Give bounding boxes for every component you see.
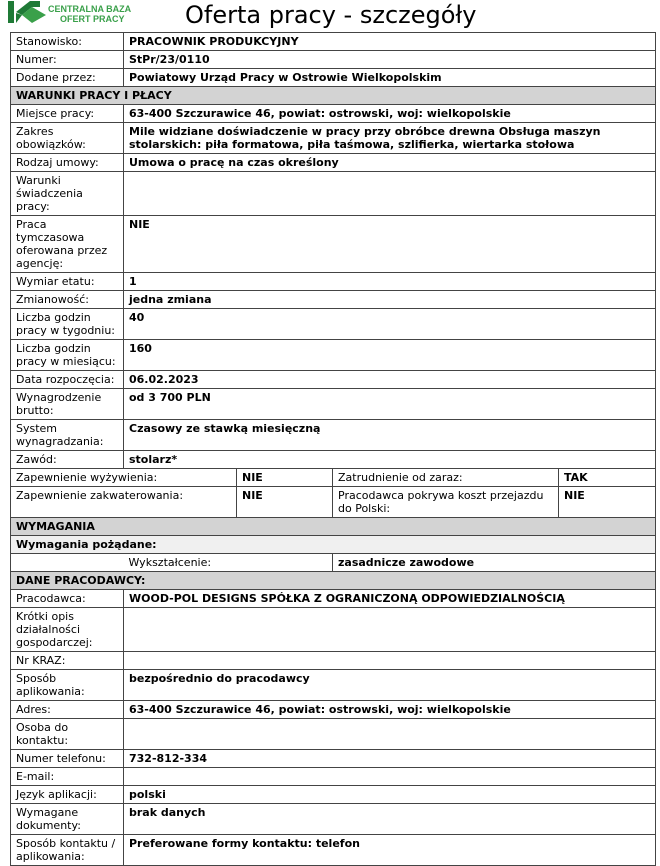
field-label: System wynagradzania:	[11, 420, 124, 451]
field-row	[11, 389, 656, 420]
field-row	[11, 69, 656, 87]
field-value: polski	[124, 786, 656, 804]
field-row	[11, 768, 656, 786]
field-row	[11, 652, 656, 670]
field-value: brak danych	[124, 804, 656, 835]
field-row	[11, 804, 656, 835]
field-label: Liczba godzin pracy w tygodniu:	[11, 309, 124, 340]
field-label: Zawód:	[11, 451, 124, 469]
field-value: zasadnicze zawodowe	[333, 554, 656, 572]
spacer-cell	[11, 554, 124, 572]
field-value: bezpośrednio do pracodawcy	[124, 670, 656, 701]
field-label: Krótki opis działalności gospodarczej:	[11, 608, 124, 652]
field-value: NIE	[124, 216, 656, 273]
field-label: Pracodawca pokrywa koszt przejazdu do Polski:	[333, 487, 559, 518]
field-label: Numer telefonu:	[11, 750, 124, 768]
field-row	[11, 309, 656, 340]
field-label: Wynagrodzenie brutto:	[11, 389, 124, 420]
field-value: 06.02.2023	[124, 371, 656, 389]
field-value: 732-812-334	[124, 750, 656, 768]
field-value: Czasowy ze stawką miesięczną	[124, 420, 656, 451]
field-row	[11, 835, 656, 866]
field-label: Liczba godzin pracy w miesiącu:	[11, 340, 124, 371]
field-value: NIE	[559, 487, 656, 518]
field-value: WOOD-POL DESIGNS SPÓŁKA Z OGRANICZONĄ ODPOWIEDZIALNOŚCIĄ	[124, 590, 656, 608]
page-title: Oferta pracy - szczegóły	[185, 1, 477, 29]
field-label: Zapewnienie zakwaterowania:	[11, 487, 237, 518]
field-row	[11, 154, 656, 172]
field-label: Zapewnienie wyżywienia:	[11, 469, 237, 487]
field-row	[11, 451, 656, 469]
field-value: Umowa o pracę na czas określony	[124, 154, 656, 172]
field-label: Język aplikacji:	[11, 786, 124, 804]
field-value	[124, 652, 656, 670]
field-label: Pracodawca:	[11, 590, 124, 608]
field-label: Data rozpoczęcia:	[11, 371, 124, 389]
field-value: Mile widziane doświadczenie w pracy przy obróbce drewna Obsługa maszyn stolarskich: piła formatowa, piła taśmowa, szlifierka, wiertarka stołowa	[124, 123, 656, 154]
subsection-header-preferred-title: Wymagania pożądane:	[11, 536, 656, 554]
field-value: NIE	[237, 469, 333, 487]
field-label: Wykształcenie:	[124, 554, 333, 572]
field-label: E-mail:	[11, 768, 124, 786]
section-header-employer	[11, 572, 656, 590]
field-value	[124, 172, 656, 216]
field-row	[11, 701, 656, 719]
field-row	[11, 670, 656, 701]
field-label: Zmianowość:	[11, 291, 124, 309]
field-label: Warunki świadczenia pracy:	[11, 172, 124, 216]
offer-table	[10, 32, 656, 866]
field-value	[124, 768, 656, 786]
field-row	[11, 216, 656, 273]
section-header-requirements	[11, 518, 656, 536]
field-row	[11, 371, 656, 389]
field-value: 63-400 Szczurawice 46, powiat: ostrowski, woj: wielkopolskie	[124, 105, 656, 123]
field-value: 1	[124, 273, 656, 291]
section-header-requirements-title: WYMAGANIA	[11, 518, 656, 536]
field-label: Adres:	[11, 701, 124, 719]
field-label: Zatrudnienie od zaraz:	[333, 469, 559, 487]
quad-row	[11, 487, 656, 518]
field-value: 40	[124, 309, 656, 340]
field-value	[124, 719, 656, 750]
section-header-conditions-title: WARUNKI PRACY I PŁACY	[11, 87, 656, 105]
logo	[8, 1, 138, 29]
logo-line1: CENTRALNA BAZA	[48, 4, 132, 14]
field-label: Dodane przez:	[11, 69, 124, 87]
field-label: Sposób aplikowania:	[11, 670, 124, 701]
field-value: Powiatowy Urząd Pracy w Ostrowie Wielkopolskim	[124, 69, 656, 87]
section-header-employer-title: DANE PRACODAWCY:	[11, 572, 656, 590]
field-value: StPr/23/0110	[124, 51, 656, 69]
field-row	[11, 33, 656, 51]
field-row	[11, 420, 656, 451]
field-label: Nr KRAZ:	[11, 652, 124, 670]
field-value: 160	[124, 340, 656, 371]
field-label: Zakres obowiązków:	[11, 123, 124, 154]
logo-line2: OFERT PRACY	[60, 14, 125, 24]
logo-text	[48, 4, 131, 24]
field-value: Preferowane formy kontaktu: telefon	[124, 835, 656, 866]
field-row	[11, 172, 656, 216]
field-row	[11, 340, 656, 371]
field-label: Wymiar etatu:	[11, 273, 124, 291]
field-row	[11, 786, 656, 804]
field-label: Stanowisko:	[11, 33, 124, 51]
field-row	[11, 51, 656, 69]
field-label: Osoba do kontaktu:	[11, 719, 124, 750]
field-value: NIE	[237, 487, 333, 518]
field-row	[11, 273, 656, 291]
field-row	[11, 105, 656, 123]
field-value: PRACOWNIK PRODUKCYJNY	[124, 33, 656, 51]
field-row	[11, 750, 656, 768]
field-row	[11, 608, 656, 652]
field-label: Numer:	[11, 51, 124, 69]
field-value: jedna zmiana	[124, 291, 656, 309]
field-value: od 3 700 PLN	[124, 389, 656, 420]
field-label: Rodzaj umowy:	[11, 154, 124, 172]
field-row	[11, 590, 656, 608]
field-row	[11, 291, 656, 309]
section-header-conditions	[11, 87, 656, 105]
field-value: stolarz*	[124, 451, 656, 469]
field-label: Sposób kontaktu / aplikowania:	[11, 835, 124, 866]
field-label: Miejsce pracy:	[11, 105, 124, 123]
field-row	[11, 719, 656, 750]
subsection-header-preferred	[11, 536, 656, 554]
field-row	[11, 123, 656, 154]
field-label: Wymagane dokumenty:	[11, 804, 124, 835]
field-label: Praca tymczasowa oferowana przez agencję:	[11, 216, 124, 273]
field-value: 63-400 Szczurawice 46, powiat: ostrowski, woj: wielkopolskie	[124, 701, 656, 719]
page-header	[0, 0, 660, 32]
quad-row	[11, 469, 656, 487]
field-value	[124, 608, 656, 652]
logo-icon	[8, 1, 48, 29]
education-row	[11, 554, 656, 572]
field-value: TAK	[559, 469, 656, 487]
